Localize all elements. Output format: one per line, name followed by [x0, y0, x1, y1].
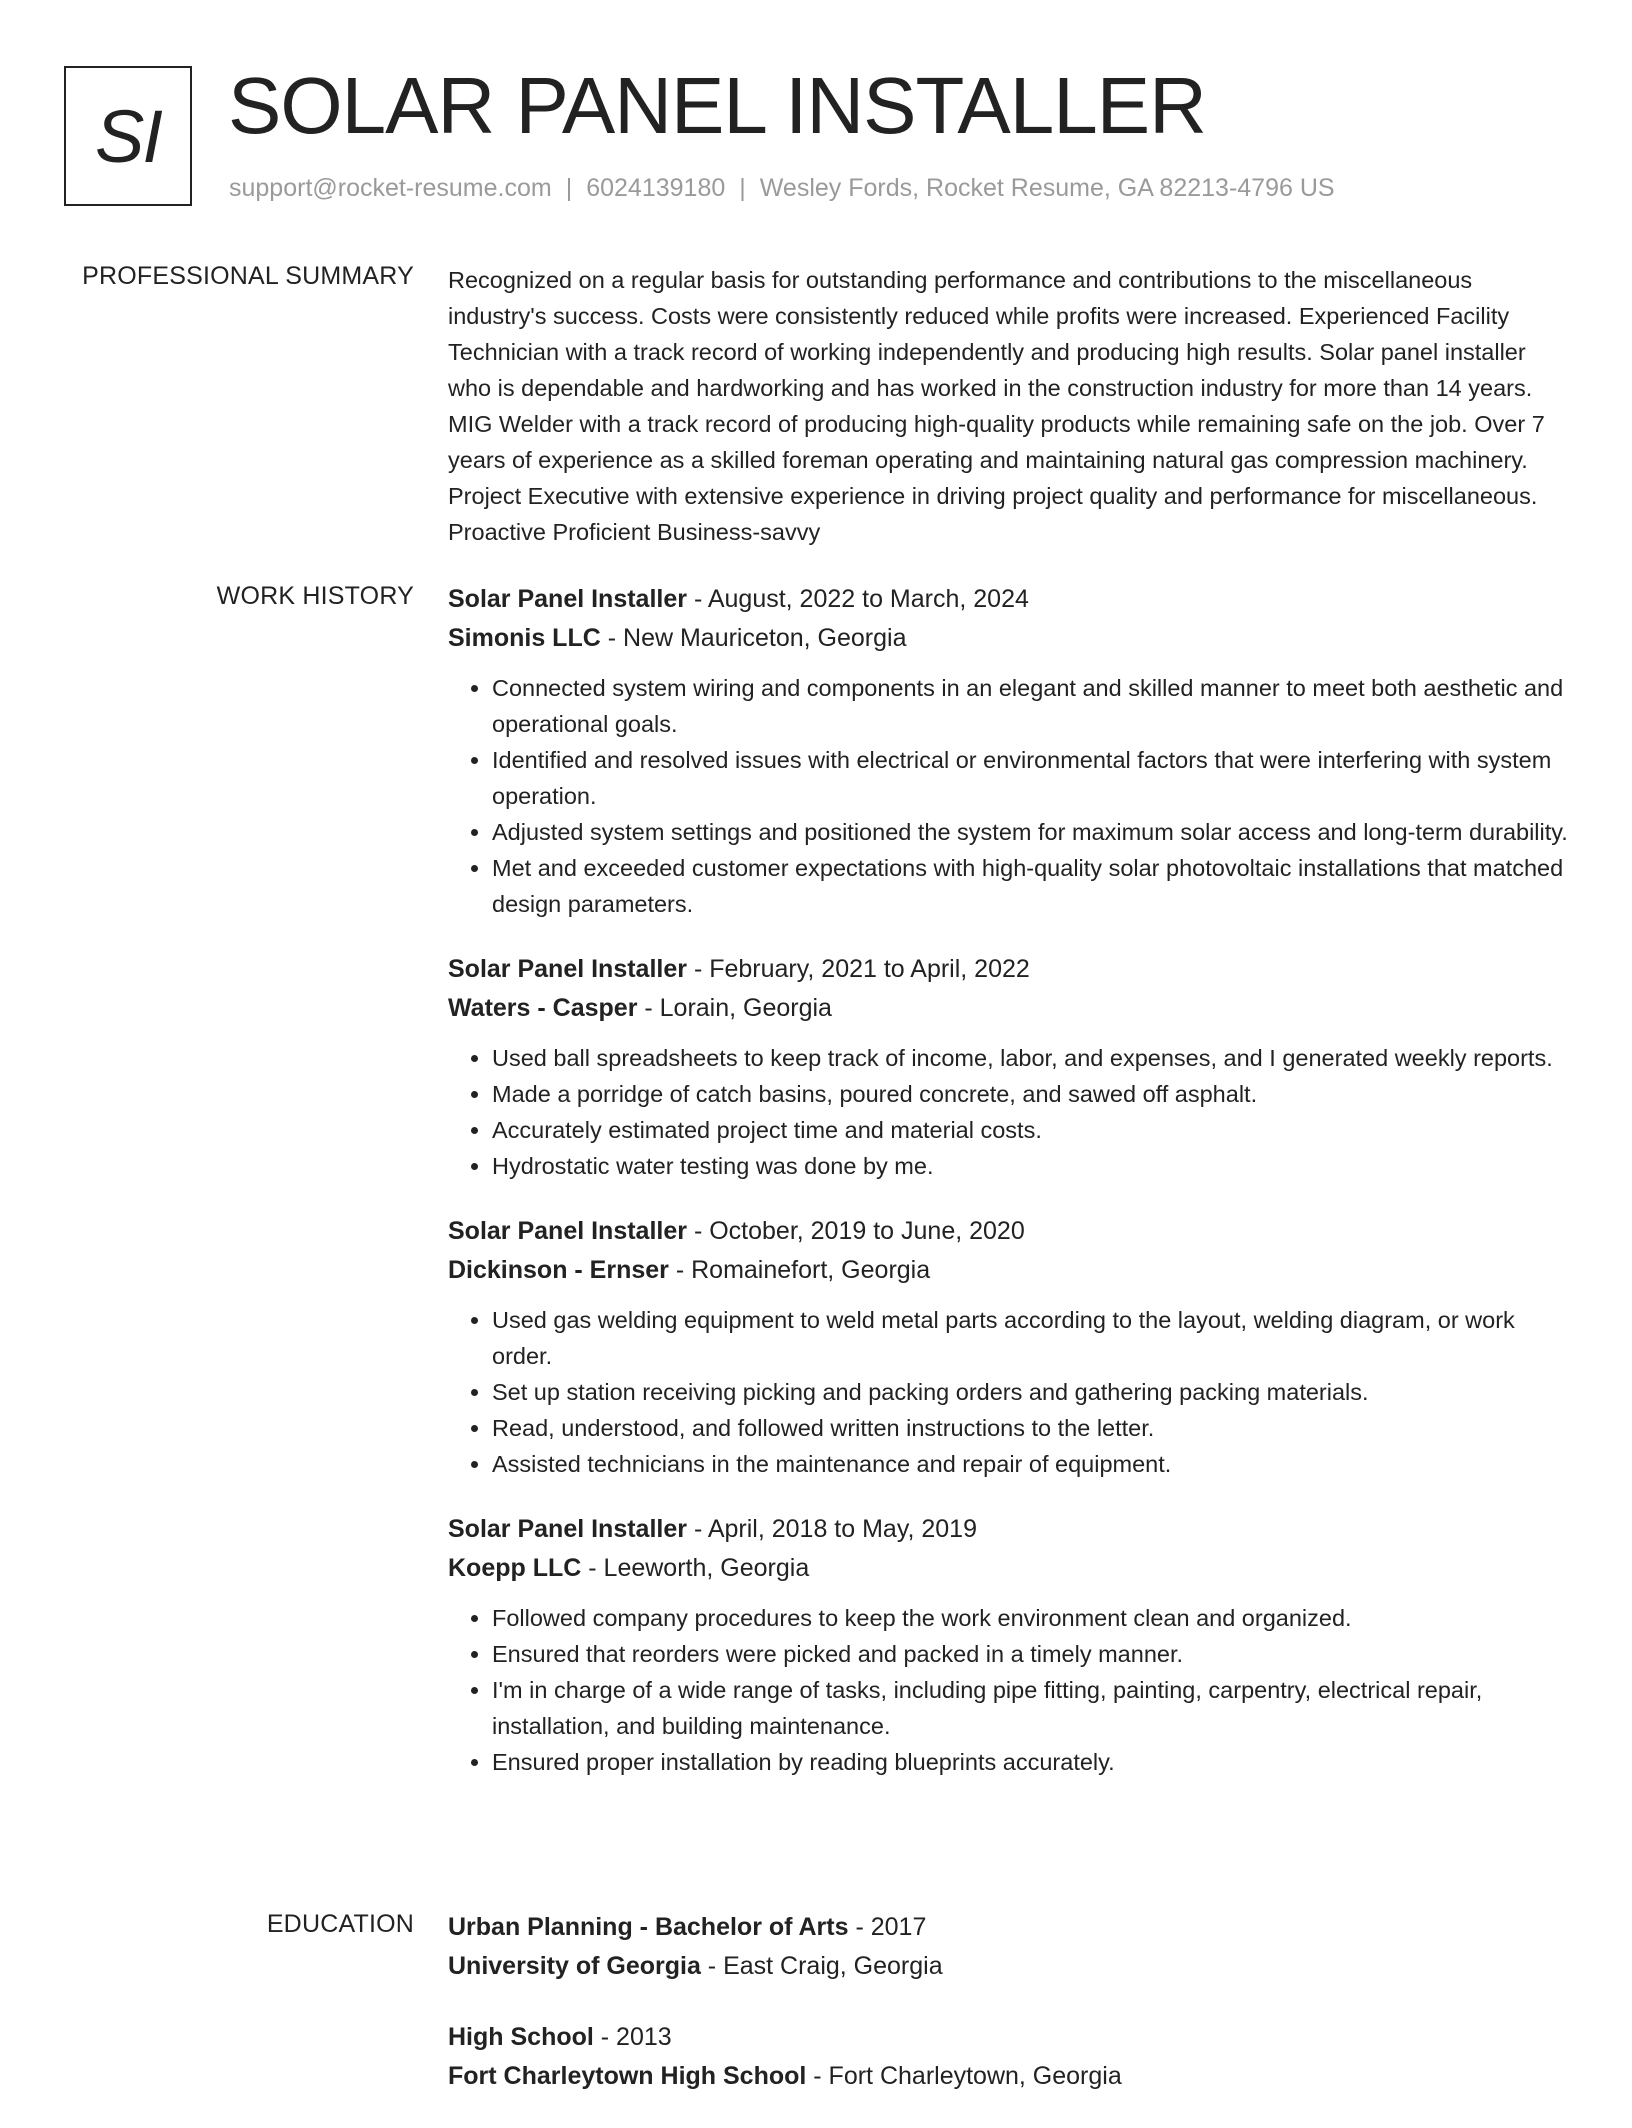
education-entry	[448, 2018, 1568, 2096]
bullet-item: • Adjusted system settings and positioned the system for maximum solar access and long-term durability.	[492, 814, 1568, 850]
education-body	[448, 1908, 1568, 2128]
bullet-item: • Ensured proper installation by reading blueprints accurately.	[492, 1744, 1568, 1780]
job-company: Dickinson - Ernser	[448, 1256, 669, 1284]
school-line	[448, 1947, 1568, 1986]
job-dates: - February, 2021 to April, 2022	[687, 955, 1030, 983]
bullet-item: • I'm in charge of a wide range of tasks, including pipe fitting, painting, carpentry, electrical repair, installation, and building maintenance.	[492, 1672, 1568, 1744]
degree-line	[448, 1908, 1568, 1947]
job-dates: - August, 2022 to March, 2024	[687, 585, 1029, 613]
job-title-line	[448, 950, 1568, 989]
bullet-item: • Set up station receiving picking and packing orders and gathering packing materials.	[492, 1374, 1568, 1410]
graduation-year: - 2013	[593, 2023, 672, 2051]
address-text: Wesley Fords, Rocket Resume, GA 82213-4796 US	[759, 174, 1335, 202]
school-location: - East Craig, Georgia	[700, 1952, 943, 1980]
job-bullets	[448, 670, 1568, 922]
job-title-line	[448, 1510, 1568, 1549]
job-title: Solar Panel Installer	[448, 1515, 687, 1543]
bullet-item: • Read, understood, and followed written instructions to the letter.	[492, 1410, 1568, 1446]
bullet-item: • Identified and resolved issues with electrical or environmental factors that were interfering with system operation.	[492, 742, 1568, 814]
degree: High School	[448, 2023, 594, 2051]
job-title-line	[448, 580, 1568, 619]
bullet-item: • Used gas welding equipment to weld metal parts according to the layout, welding diagram, or work order.	[492, 1302, 1568, 1374]
job-entry	[448, 1212, 1568, 1482]
bullet-item: • Followed company procedures to keep the work environment clean and organized.	[492, 1600, 1568, 1636]
education-entry	[448, 1908, 1568, 1986]
job-company-line	[448, 619, 1568, 658]
job-bullets	[448, 1600, 1568, 1780]
bullet-item: • Accurately estimated project time and material costs.	[492, 1112, 1568, 1148]
job-title-line	[448, 1212, 1568, 1251]
bullet-item: • Assisted technicians in the maintenance and repair of equipment.	[492, 1446, 1568, 1482]
job-location: - Leeworth, Georgia	[581, 1554, 810, 1582]
page-title: SOLAR PANEL INSTALLER	[228, 61, 1206, 150]
contact-separator: |	[565, 174, 573, 202]
school: Fort Charleytown High School	[448, 2062, 807, 2090]
phone-text: 6024139180	[586, 174, 726, 202]
summary-text: Recognized on a regular basis for outstanding performance and contributions to the miscellaneous industry's success. Costs were consistently reduced while profits were increased. Experienced Facility Technician with a track record of working independently and producing high results. Solar panel installer who is dependable and hardworking and has worked in the construction industry for more than 14 years. MIG Welder with a track record of producing high-quality products while remaining safe on the job. Over 7 years of experience as a skilled foreman operating and maintaining natural gas compression machinery. Project Executive with extensive experience in driving project quality and performance for miscellaneous. Proactive Proficient Business-savvy	[448, 267, 1545, 545]
bullet-item: • Connected system wiring and components in an elegant and skilled manner to meet both aesthetic and operational goals.	[492, 670, 1568, 742]
job-location: - New Mauriceton, Georgia	[600, 624, 907, 652]
job-title: Solar Panel Installer	[448, 955, 687, 983]
resume-header	[64, 61, 1572, 216]
section-label: PROFESSIONAL SUMMARY	[82, 262, 414, 290]
job-dates: - October, 2019 to June, 2020	[687, 1217, 1025, 1245]
section-label: EDUCATION	[266, 1910, 414, 1938]
contact-line	[229, 174, 1335, 203]
job-company: Koepp LLC	[448, 1554, 582, 1582]
job-location: - Romainefort, Georgia	[668, 1256, 931, 1284]
job-entry	[448, 580, 1568, 922]
job-company-line	[448, 1251, 1568, 1290]
job-bullets	[448, 1040, 1568, 1184]
job-company: Simonis LLC	[448, 624, 601, 652]
job-entry	[448, 1510, 1568, 1780]
school: University of Georgia	[448, 1952, 701, 1980]
bullet-item: • Ensured that reorders were picked and packed in a timely manner.	[492, 1636, 1568, 1672]
degree: Urban Planning - Bachelor of Arts	[448, 1913, 849, 1941]
school-line	[448, 2057, 1568, 2096]
job-location: - Lorain, Georgia	[637, 994, 832, 1022]
email-text: support@rocket-resume.com	[229, 174, 552, 202]
graduation-year: - 2017	[848, 1913, 927, 1941]
job-title: Solar Panel Installer	[448, 1217, 687, 1245]
bullet-item: • Used ball spreadsheets to keep track of income, labor, and expenses, and I generated weekly reports.	[492, 1040, 1568, 1076]
degree-line	[448, 2018, 1568, 2057]
job-entry	[448, 950, 1568, 1184]
job-dates: - April, 2018 to May, 2019	[687, 1515, 977, 1543]
job-company: Waters - Casper	[448, 994, 638, 1022]
school-location: - Fort Charleytown, Georgia	[806, 2062, 1122, 2090]
bullet-item: • Made a porridge of catch basins, poured concrete, and sawed off asphalt.	[492, 1076, 1568, 1112]
bullet-item: • Hydrostatic water testing was done by me.	[492, 1148, 1568, 1184]
monogram: SI	[64, 66, 192, 206]
contact-separator: |	[739, 174, 746, 202]
job-bullets	[448, 1302, 1568, 1482]
bullet-item: • Met and exceeded customer expectations with high-quality solar photovoltaic installations that matched design parameters.	[492, 850, 1568, 922]
work-history-body	[448, 580, 1568, 1808]
section-label: WORK HISTORY	[216, 582, 414, 610]
job-company-line	[448, 1549, 1568, 1588]
job-title: Solar Panel Installer	[448, 585, 687, 613]
job-company-line	[448, 989, 1568, 1028]
summary-body	[448, 262, 1568, 550]
